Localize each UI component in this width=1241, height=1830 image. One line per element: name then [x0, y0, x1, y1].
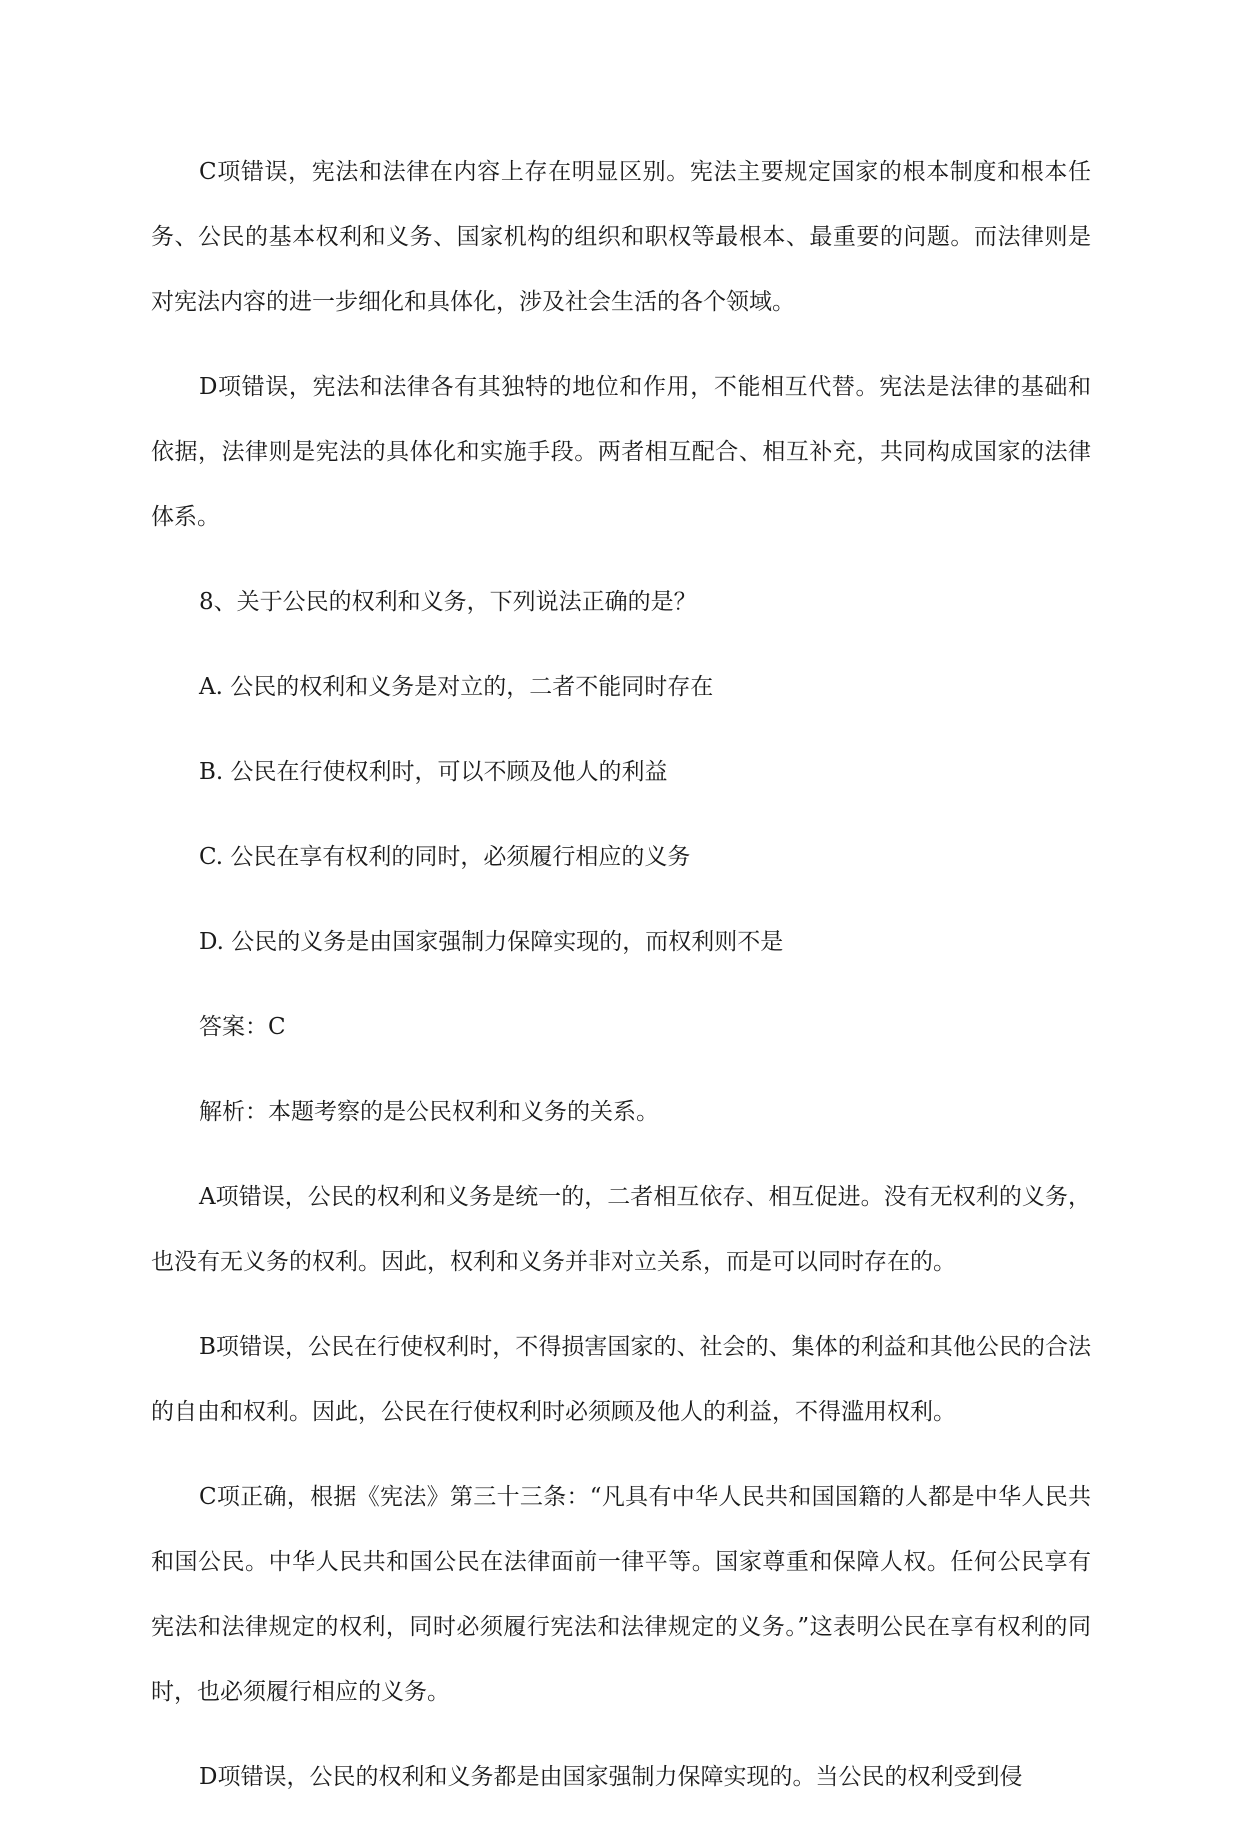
explanation-b: B项错误，公民在行使权利时，不得损害国家的、社会的、集体的利益和其他公民的合法的自由和权利。因此，公民在行使权利时必须顾及他人的利益，不得滥用权利。 [151, 1334, 1091, 1425]
paragraph-d-wrong-constitution-role: D项错误，宪法和法律各有其独特的地位和作用，不能相互代替。宪法是法律的基础和依据，法律则是宪法的具体化和实施手段。两者相互配合、相互补充，共同构成国家的法律体系。 [151, 374, 1091, 530]
question-stem: 8、关于公民的权利和义务，下列说法正确的是？ [199, 589, 697, 615]
option-b: B. 公民在行使权利时，可以不顾及他人的利益 [199, 759, 668, 785]
explanation-d: D项错误，公民的权利和义务都是由国家强制力保障实现的。当公民的权利受到侵 [199, 1764, 1023, 1790]
answer-line: 答案：C [199, 1014, 286, 1040]
explanation-c: C项正确，根据《宪法》第三十三条：“凡具有中华人民共和国国籍的人都是中华人民共和国公民。中华人民共和国公民在法律面前一律平等。国家尊重和保障人权。任何公民享有宪法和法律规定的权利，同时必须履行宪法和法律规定的义务。”这表明公民在享有权利的同时，也必须履行相应的义务。 [151, 1484, 1091, 1705]
analysis-line: 解析：本题考察的是公民权利和义务的关系。 [199, 1099, 659, 1125]
explanation-a: A项错误，公民的权利和义务是统一的，二者相互依存、相互促进。没有无权利的义务，也没有无义务的权利。因此，权利和义务并非对立关系，而是可以同时存在的。 [151, 1184, 1091, 1275]
option-d: D. 公民的义务是由国家强制力保障实现的，而权利则不是 [199, 929, 784, 955]
option-a: A. 公民的权利和义务是对立的，二者不能同时存在 [199, 674, 714, 700]
option-c: C. 公民在享有权利的同时，必须履行相应的义务 [199, 844, 691, 870]
document-body [151, 140, 1091, 1830]
paragraph-c-wrong-constitution-content: C项错误，宪法和法律在内容上存在明显区别。宪法主要规定国家的根本制度和根本任务、公民的基本权利和义务、国家机构的组织和职权等最根本、最重要的问题。而法律则是对宪法内容的进一步细化和具体化，涉及社会生活的各个领域。 [151, 159, 1091, 315]
